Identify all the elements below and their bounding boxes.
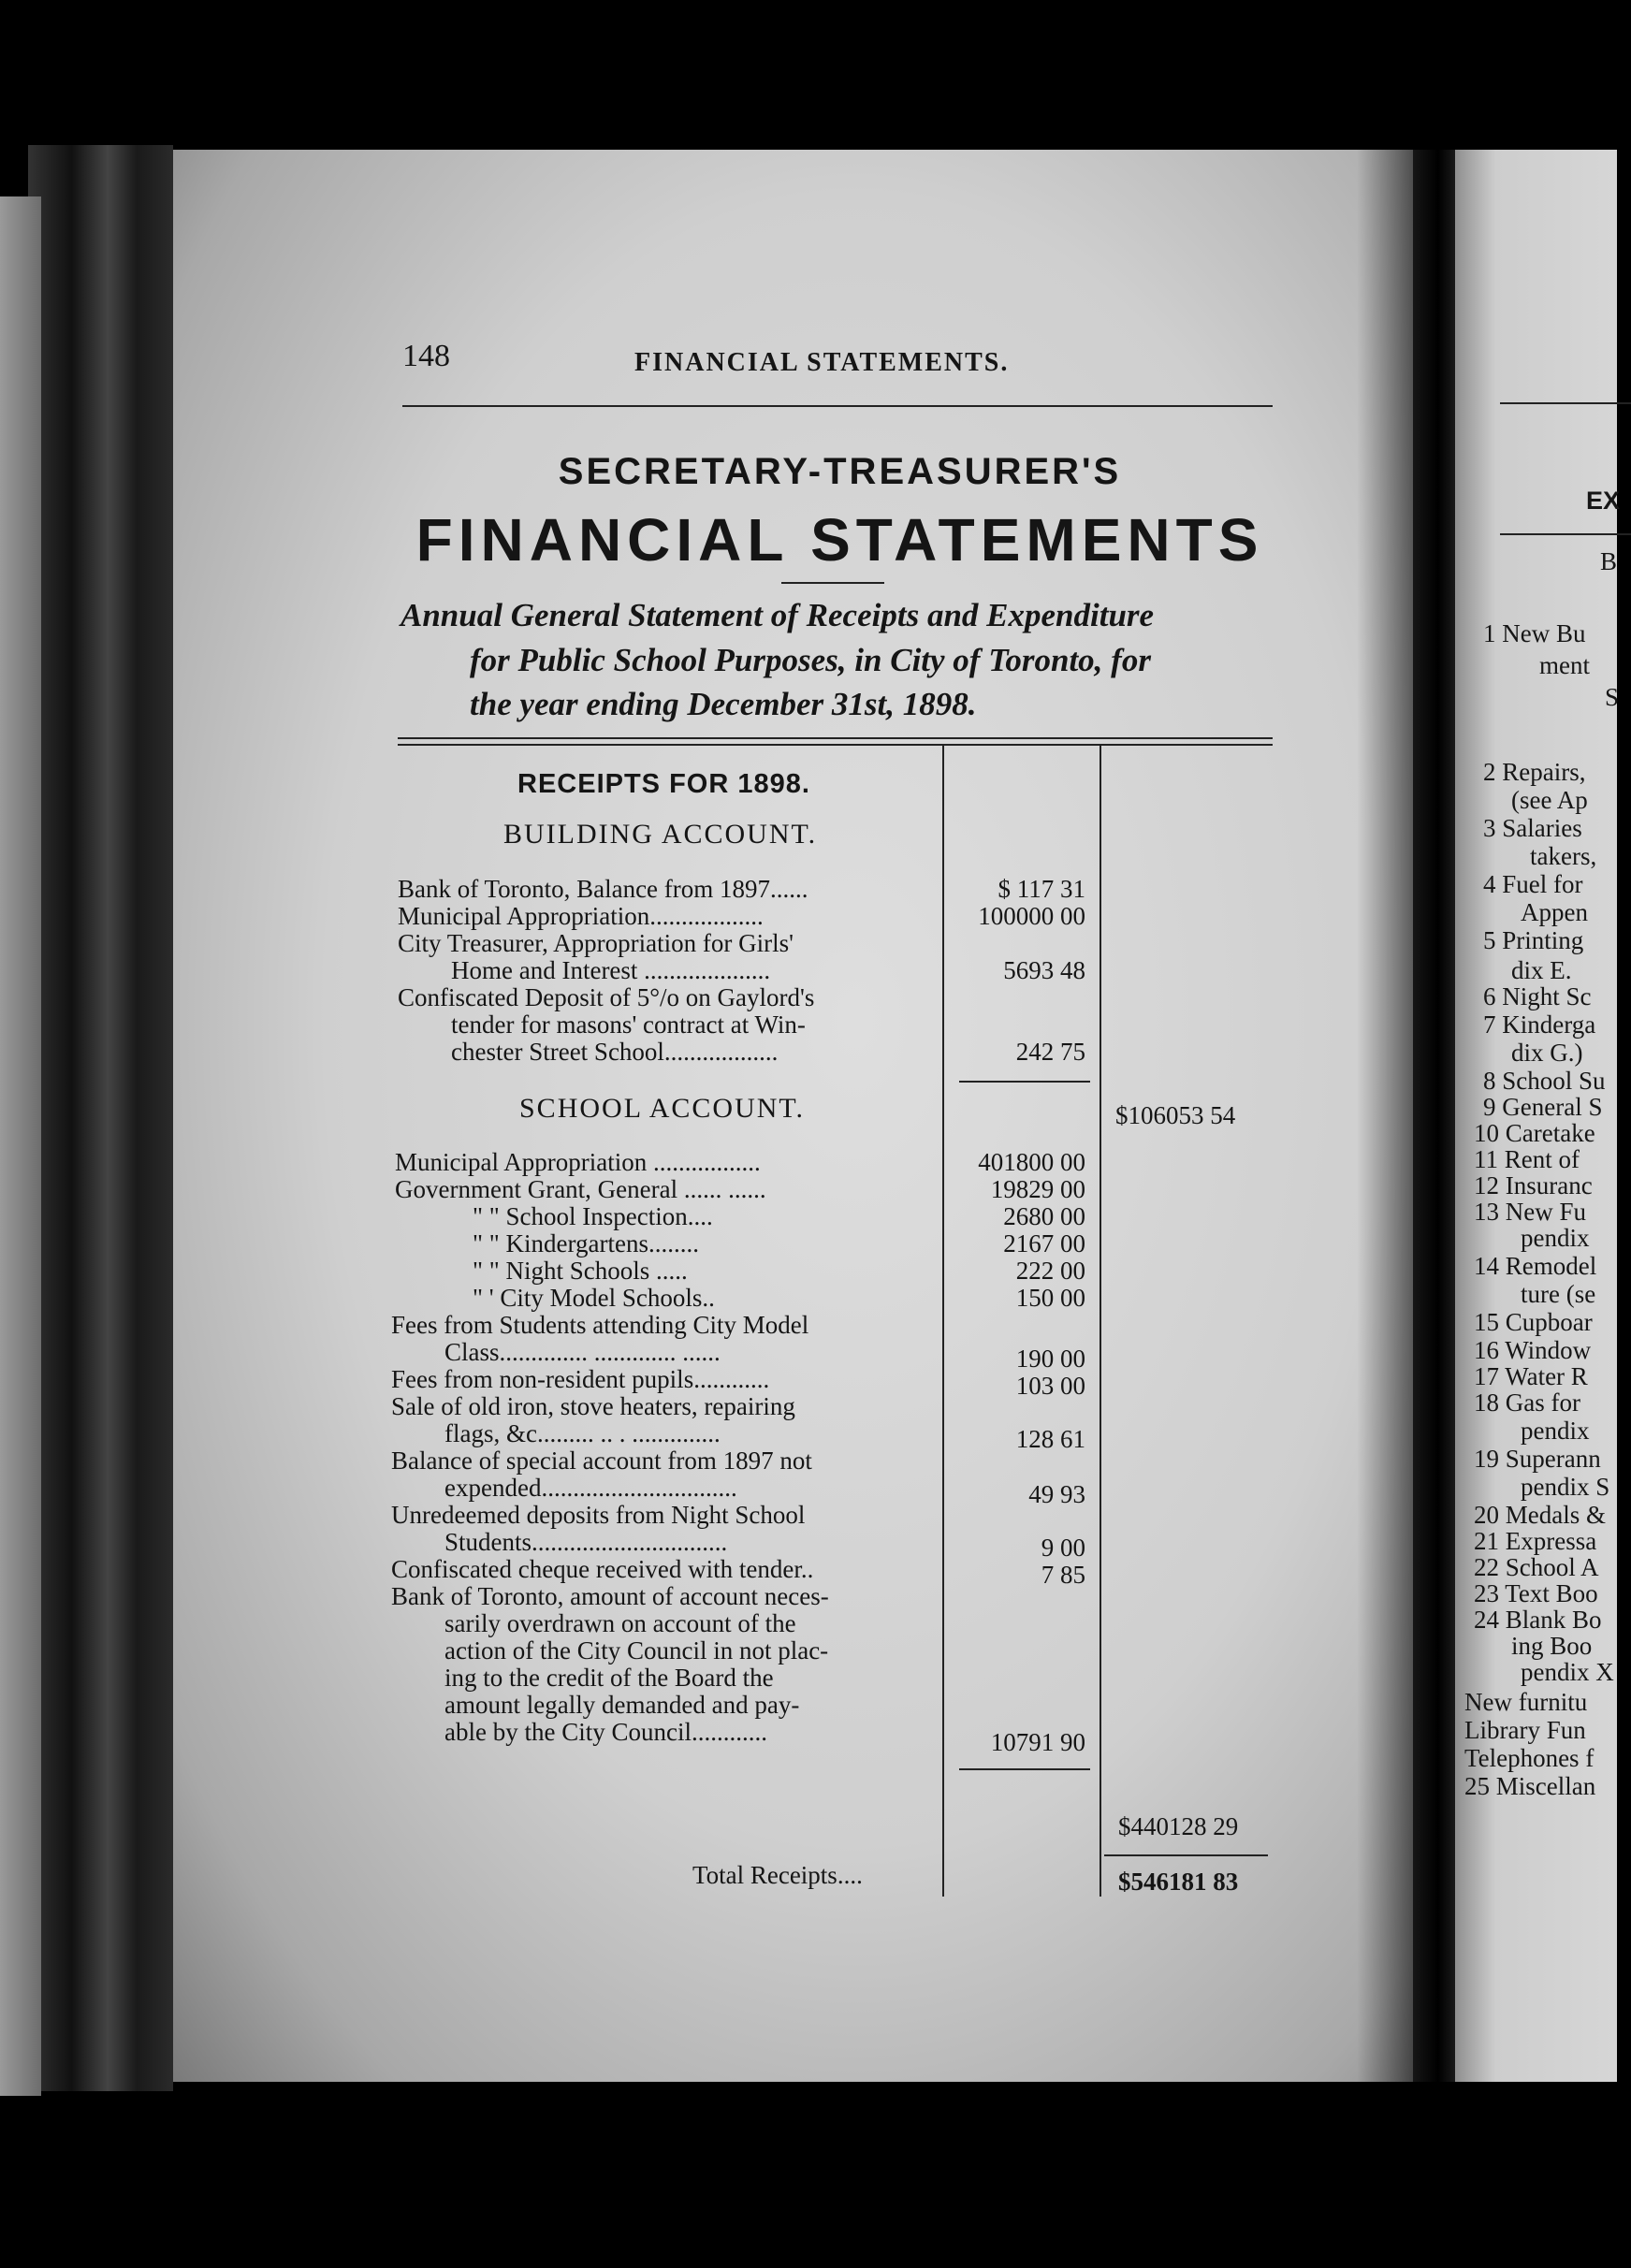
school-line-11: flags, &c......... .. . .............. <box>444 1419 721 1447</box>
facing-line: ment <box>1539 651 1590 679</box>
school-line-1: Municipal Appropriation ................. <box>395 1148 761 1176</box>
facing-line: 10 Caretake <box>1474 1119 1595 1147</box>
school-amount-6: 150 00 <box>1015 1284 1085 1312</box>
facing-line: 3 Salaries <box>1483 814 1582 842</box>
school-amount-3: 2680 00 <box>1003 1202 1085 1230</box>
grand-total-rule <box>1104 1854 1268 1856</box>
facing-line: dix E. <box>1511 956 1572 984</box>
building-line-5: Confiscated Deposit of 5°/o on Gaylord's <box>398 983 815 1011</box>
amount-column-rule <box>942 746 944 1897</box>
building-line-6: tender for masons' contract at Win- <box>451 1010 806 1039</box>
facing-line: 9 General S <box>1483 1093 1603 1121</box>
facing-line: 23 Text Boo <box>1474 1579 1598 1607</box>
facing-line: (see Ap <box>1511 786 1588 814</box>
facing-line: Library Fun <box>1464 1716 1586 1744</box>
school-amount-11: 9 00 <box>1041 1534 1085 1562</box>
facing-line: dix G.) <box>1511 1039 1583 1067</box>
school-amount-5: 222 00 <box>1015 1257 1085 1285</box>
school-line-21: amount legally demanded and pay- <box>444 1691 800 1719</box>
building-amount-4: 242 75 <box>1015 1038 1085 1066</box>
school-amount-2: 19829 00 <box>990 1175 1085 1203</box>
facing-line: 21 Expressa <box>1474 1527 1597 1555</box>
building-line-2: Municipal Appropriation.................. <box>398 902 764 930</box>
facing-line: 4 Fuel for <box>1483 870 1583 898</box>
book-spine <box>28 145 173 2091</box>
subtitle-line-1: Annual General Statement of Receipts and Expenditure <box>400 597 1155 633</box>
school-line-14: Unredeemed deposits from Night School <box>391 1501 806 1529</box>
school-line-19: action of the City Council in not plac- <box>444 1636 829 1665</box>
facing-line: 25 Miscellan <box>1464 1772 1596 1800</box>
school-line-20: ing to the credit of the Board the <box>444 1664 774 1692</box>
school-line-7: Fees from Students attending City Model <box>391 1311 809 1339</box>
facing-line: 8 School Su <box>1483 1067 1606 1095</box>
facing-line: 2 Repairs, <box>1483 758 1586 786</box>
facing-line: 1 New Bu <box>1483 619 1586 647</box>
running-head: FINANCIAL STATEMENTS. <box>634 348 1010 377</box>
facing-line: 11 Rent of <box>1474 1145 1580 1173</box>
facing-line: 12 Insuranc <box>1474 1171 1593 1199</box>
subtitle-line-2: for Public School Purposes, in City of Toronto, for <box>470 642 1151 678</box>
school-line-4: " " Kindergartens........ <box>473 1229 699 1258</box>
building-amount-1: $ 117 31 <box>998 875 1085 903</box>
facing-subheading: B <box>1600 547 1618 575</box>
facing-line: 19 Superann <box>1474 1445 1601 1473</box>
school-amount-4: 2167 00 <box>1003 1229 1085 1258</box>
school-line-17: Bank of Toronto, amount of account neces- <box>391 1582 829 1610</box>
school-line-2: Government Grant, General ...... ...... <box>395 1175 766 1203</box>
facing-line: pendix S <box>1521 1473 1610 1501</box>
school-line-5: " " Night Schools ..... <box>473 1257 688 1285</box>
facing-line: pendix <box>1521 1417 1590 1445</box>
school-line-9: Fees from non-resident pupils............ <box>391 1365 770 1393</box>
facing-line: Appen <box>1521 898 1588 926</box>
building-total: $106053 54 <box>1115 1101 1236 1129</box>
facing-line: 18 Gas for <box>1474 1388 1580 1417</box>
title-rule <box>781 582 884 584</box>
school-line-6: " ' City Model Schools.. <box>473 1284 715 1312</box>
school-total: $440128 29 <box>1118 1812 1239 1840</box>
receipts-heading: RECEIPTS FOR 1898. <box>517 769 810 799</box>
facing-line: pendix <box>1521 1224 1590 1252</box>
building-line-7: chester Street School.................. <box>451 1038 779 1066</box>
facing-line: 17 Water R <box>1474 1362 1588 1390</box>
school-line-18: sarily overdrawn on account of the <box>444 1609 796 1637</box>
facing-rule <box>1500 402 1631 404</box>
facing-line: 14 Remodel <box>1474 1252 1597 1280</box>
building-line-1: Bank of Toronto, Balance from 1897...... <box>398 875 808 903</box>
school-line-10: Sale of old iron, stove heaters, repairing <box>391 1392 795 1420</box>
building-line-3: City Treasurer, Appropriation for Girls' <box>398 929 794 957</box>
facing-line: S <box>1605 683 1620 711</box>
school-account-heading: SCHOOL ACCOUNT. <box>519 1093 806 1124</box>
facing-rule-2 <box>1500 533 1631 535</box>
facing-line: ing Boo <box>1511 1632 1593 1660</box>
school-amount-9: 128 61 <box>1015 1425 1085 1453</box>
school-line-13: expended............................... <box>444 1474 737 1502</box>
facing-line: Telephones f <box>1464 1744 1595 1772</box>
facing-line: 22 School A <box>1474 1553 1599 1581</box>
section-title: SECRETARY-TREASURER'S <box>558 451 1122 492</box>
book-edge <box>0 196 41 2096</box>
total-column-rule <box>1099 746 1101 1897</box>
facing-line: takers, <box>1530 842 1597 870</box>
facing-heading: EX <box>1586 487 1621 515</box>
building-subtotal-rule <box>959 1081 1090 1083</box>
school-line-22: able by the City Council............ <box>444 1718 767 1746</box>
facing-line: 20 Medals & <box>1474 1501 1606 1529</box>
facing-line: New furnitu <box>1464 1688 1588 1716</box>
school-line-16: Confiscated cheque received with tender.. <box>391 1555 814 1583</box>
school-amount-12: 7 85 <box>1041 1561 1085 1589</box>
facing-line: 6 Night Sc <box>1483 982 1592 1010</box>
facing-line: 5 Printing <box>1483 926 1584 954</box>
facing-line: 13 New Fu <box>1474 1198 1586 1226</box>
page-gutter <box>1413 150 1455 2082</box>
facing-line: ture (se <box>1521 1280 1596 1308</box>
facing-line: 7 Kinderga <box>1483 1010 1596 1039</box>
building-account-heading: BUILDING ACCOUNT. <box>503 819 818 850</box>
school-subtotal-rule <box>959 1768 1090 1770</box>
subtitle-line-3: the year ending December 31st, 1898. <box>470 686 977 722</box>
main-title: FINANCIAL STATEMENTS <box>415 506 1264 574</box>
page-number: 148 <box>402 339 450 373</box>
facing-line: 24 Blank Bo <box>1474 1606 1602 1634</box>
school-line-3: " " School Inspection.... <box>473 1202 713 1230</box>
school-amount-1: 401800 00 <box>978 1148 1085 1176</box>
facing-line: 15 Cupboar <box>1474 1308 1593 1336</box>
school-line-8: Class.............. ............. ...... <box>444 1338 721 1366</box>
school-line-15: Students............................... <box>444 1528 728 1556</box>
building-line-4: Home and Interest .................... <box>451 956 771 984</box>
school-amount-7: 190 00 <box>1015 1345 1085 1373</box>
facing-line: pendix X <box>1521 1658 1614 1686</box>
table-top-rule-2 <box>398 744 1273 746</box>
building-amount-2: 100000 00 <box>978 902 1085 930</box>
school-line-12: Balance of special account from 1897 not <box>391 1447 812 1475</box>
facing-line: 16 Window <box>1474 1336 1592 1364</box>
total-receipts-amount: $546181 83 <box>1118 1868 1239 1896</box>
school-amount-8: 103 00 <box>1015 1372 1085 1400</box>
school-amount-10: 49 93 <box>1028 1480 1085 1508</box>
facing-page <box>1455 150 1621 2082</box>
total-receipts-label: Total Receipts.... <box>692 1861 863 1889</box>
table-top-rule <box>398 737 1273 739</box>
header-rule <box>402 405 1273 407</box>
school-amount-13: 10791 90 <box>990 1728 1085 1756</box>
building-amount-3: 5693 48 <box>1003 956 1085 984</box>
